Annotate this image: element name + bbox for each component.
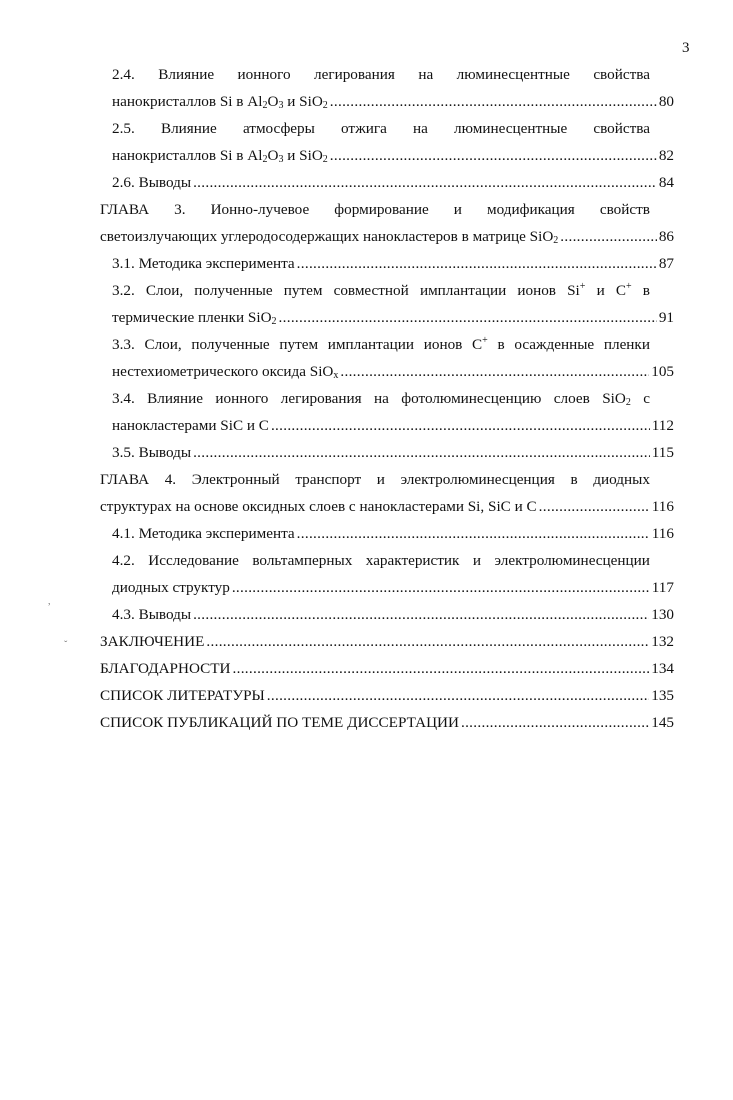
toc-chapter-3-line2[interactable] bbox=[100, 226, 674, 248]
toc-chapter-4-line1[interactable] bbox=[100, 469, 650, 491]
toc-word: диодных bbox=[593, 471, 650, 488]
toc-word: Ионно-лучевое bbox=[210, 201, 310, 218]
toc-page-number: 130 bbox=[651, 606, 674, 623]
toc-2-6[interactable] bbox=[112, 172, 674, 194]
toc-title-text: 4.1. Методика эксперимента bbox=[112, 525, 295, 542]
toc-4-3[interactable] bbox=[112, 604, 674, 626]
toc-page-number: 87 bbox=[658, 255, 674, 272]
toc-page-number: 91 bbox=[658, 309, 674, 326]
dot-leader bbox=[267, 685, 649, 707]
toc-word: люминесцентные bbox=[456, 66, 570, 83]
dot-leader bbox=[330, 145, 657, 167]
toc-3-3-line2[interactable] bbox=[112, 361, 674, 383]
toc-word: Исследование bbox=[148, 552, 239, 569]
toc-word: ионного bbox=[215, 390, 269, 407]
toc-3-3-line1[interactable] bbox=[112, 334, 650, 356]
dot-leader bbox=[193, 442, 650, 464]
toc-3-2-line1[interactable] bbox=[112, 280, 650, 302]
dot-leader bbox=[539, 496, 650, 518]
toc-word: C+ bbox=[472, 335, 488, 353]
dot-leader bbox=[193, 604, 649, 626]
toc-word: имплантации bbox=[419, 282, 507, 299]
toc-word: Влияние bbox=[158, 66, 215, 83]
toc-word: отжига bbox=[341, 120, 387, 137]
toc-title-text: структурах на основе оксидных слоев с нанокластерами Si, SiC и C bbox=[100, 498, 537, 515]
toc-word: на bbox=[374, 390, 389, 407]
toc-word: 4. bbox=[164, 471, 177, 488]
toc-word: Слои, bbox=[144, 336, 182, 353]
toc-title-text: термические пленки SiO$_2$ bbox=[112, 309, 277, 327]
toc-word: электролюминесценции bbox=[494, 552, 650, 569]
toc-page-number: 117 bbox=[651, 579, 674, 596]
toc-word: имплантации bbox=[327, 336, 415, 353]
toc-word: путем bbox=[279, 336, 319, 353]
toc-title-text: БЛАГОДАРНОСТИ bbox=[100, 660, 231, 677]
toc-page-number: 105 bbox=[651, 363, 674, 380]
toc-3-1[interactable] bbox=[112, 253, 674, 275]
toc-word: SiO$_2$ bbox=[602, 390, 631, 408]
toc-word: люминесцентные bbox=[454, 120, 568, 137]
toc-title-text: 3.1. Методика эксперимента bbox=[112, 255, 295, 272]
toc-word: Слои, bbox=[145, 282, 184, 299]
toc-2-5-line1[interactable] bbox=[112, 118, 650, 140]
toc-chapter-4-line2[interactable] bbox=[100, 496, 674, 518]
dot-leader bbox=[279, 307, 657, 329]
toc-word: 3.4. bbox=[112, 390, 135, 407]
toc-word: на bbox=[412, 120, 428, 137]
toc-word: C+ bbox=[615, 281, 632, 299]
toc-word: электролюминесценция bbox=[400, 471, 555, 488]
toc-word: ионов bbox=[423, 336, 463, 353]
toc-page-number: 115 bbox=[651, 444, 674, 461]
toc-2-4-line2[interactable] bbox=[112, 91, 674, 113]
toc-page-number: 82 bbox=[658, 147, 674, 164]
toc-3-2-line2[interactable] bbox=[112, 307, 674, 329]
toc-title-text: нанокристаллов Si в $Al_2O_3$ и SiO$_2$ bbox=[112, 93, 328, 111]
toc-word: фотолюминесценцию bbox=[401, 390, 542, 407]
toc-word: и bbox=[472, 552, 482, 569]
toc-title-text: 3.5. Выводы bbox=[112, 444, 192, 461]
scan-speck: , bbox=[48, 596, 51, 607]
toc-3-5[interactable] bbox=[112, 442, 674, 464]
toc-word: 3. bbox=[174, 201, 186, 218]
toc-word: в bbox=[497, 336, 505, 353]
toc-page-number: 84 bbox=[658, 174, 674, 191]
toc-word: Влияние bbox=[147, 390, 203, 407]
toc-word: формирование bbox=[334, 201, 429, 218]
toc-references[interactable] bbox=[100, 685, 674, 707]
dot-leader bbox=[297, 253, 657, 275]
toc-page-number: 116 bbox=[651, 498, 674, 515]
toc-word: Электронный bbox=[191, 471, 280, 488]
toc-word: модификация bbox=[487, 201, 575, 218]
toc-title-text: светоизлучающих углеродосодержащих нанокластеров в матрице SiO$_2$ bbox=[100, 228, 559, 246]
toc-word: Влияние bbox=[160, 120, 217, 137]
toc-word: 4.2. bbox=[112, 552, 135, 569]
dot-leader bbox=[297, 523, 650, 545]
toc-word: на bbox=[418, 66, 434, 83]
dot-leader bbox=[193, 172, 657, 194]
toc-word: 3.2. bbox=[112, 282, 135, 299]
toc-word: свойств bbox=[599, 201, 650, 218]
dot-leader bbox=[330, 91, 657, 113]
toc-word: легирования bbox=[314, 66, 395, 83]
toc-3-4-line1[interactable] bbox=[112, 388, 650, 410]
toc-title-text: нанокристаллов Si в $Al_2O_3$ и SiO$_2$ bbox=[112, 147, 328, 165]
toc-conclusion[interactable] bbox=[100, 631, 674, 653]
toc-page-number: 145 bbox=[651, 714, 674, 731]
toc-page-number: 80 bbox=[658, 93, 674, 110]
toc-title-text: нестехиометрического оксида SiO$_x$ bbox=[112, 363, 339, 381]
toc-word: пленки bbox=[603, 336, 650, 353]
toc-word: полученные bbox=[194, 282, 273, 299]
toc-word: легирования bbox=[280, 390, 362, 407]
toc-word: 2.4. bbox=[112, 66, 135, 83]
toc-page-number: 135 bbox=[651, 687, 674, 704]
toc-word: с bbox=[643, 390, 650, 407]
toc-page-number: 116 bbox=[651, 525, 674, 542]
toc-word: полученные bbox=[191, 336, 270, 353]
toc-publications[interactable] bbox=[100, 712, 674, 734]
scan-speck: ˇ bbox=[64, 640, 68, 651]
toc-title-text: 2.6. Выводы bbox=[112, 174, 192, 191]
toc-title-text: нанокластерами SiC и C bbox=[112, 417, 269, 434]
toc-title-text: СПИСОК ЛИТЕРАТУРЫ bbox=[100, 687, 265, 704]
toc-word: в bbox=[642, 282, 650, 299]
toc-word: ионного bbox=[237, 66, 291, 83]
dot-leader bbox=[340, 361, 649, 383]
toc-title-text: СПИСОК ПУБЛИКАЦИЙ ПО ТЕМЕ ДИССЕРТАЦИИ bbox=[100, 714, 459, 731]
dot-leader bbox=[461, 712, 649, 734]
toc-page-number: 134 bbox=[651, 660, 674, 677]
toc-word: совместной bbox=[333, 282, 409, 299]
toc-word: транспорт bbox=[295, 471, 362, 488]
dot-leader bbox=[271, 415, 650, 437]
toc-word: и bbox=[596, 282, 605, 299]
toc-chapter-3-line1[interactable] bbox=[100, 199, 650, 221]
toc-page-number: 132 bbox=[651, 633, 674, 650]
toc-word: и bbox=[453, 201, 462, 218]
toc-page-number: 86 bbox=[658, 228, 674, 245]
toc-word: свойства bbox=[593, 120, 650, 137]
toc-word: осажденные bbox=[514, 336, 595, 353]
toc-page-number: 112 bbox=[651, 417, 674, 434]
toc-word: 3.3. bbox=[112, 336, 135, 353]
dot-leader bbox=[560, 226, 657, 248]
toc-word: и bbox=[376, 471, 385, 488]
toc-2-5-line2[interactable] bbox=[112, 145, 674, 167]
toc-title-text: ЗАКЛЮЧЕНИЕ bbox=[100, 633, 205, 650]
toc-4-2-line1[interactable] bbox=[112, 550, 650, 572]
toc-word: характеристик bbox=[365, 552, 460, 569]
toc-word: путем bbox=[283, 282, 323, 299]
toc-4-1[interactable] bbox=[112, 523, 674, 545]
toc-word: слоев bbox=[553, 390, 590, 407]
toc-3-4-line2[interactable] bbox=[112, 415, 674, 437]
toc-word: атмосферы bbox=[242, 120, 315, 137]
toc-word: ГЛАВА bbox=[100, 201, 150, 218]
dot-leader bbox=[206, 631, 649, 653]
toc-word: 2.5. bbox=[112, 120, 135, 137]
dot-leader bbox=[232, 577, 650, 599]
toc-word: ГЛАВА bbox=[100, 471, 150, 488]
toc-acknowledgements[interactable] bbox=[100, 658, 674, 680]
toc-title-text: 4.3. Выводы bbox=[112, 606, 192, 623]
toc-2-4-line1[interactable] bbox=[112, 64, 650, 86]
toc-word: ионов bbox=[517, 282, 556, 299]
toc-word: вольтамперных bbox=[252, 552, 353, 569]
dot-leader bbox=[233, 658, 650, 680]
toc-word: свойства bbox=[593, 66, 650, 83]
toc-4-2-line2[interactable] bbox=[112, 577, 674, 599]
toc-word: Si+ bbox=[567, 281, 586, 299]
toc-title-text: диодных структур bbox=[112, 579, 230, 596]
page-number: 3 bbox=[682, 40, 690, 56]
toc-word: в bbox=[570, 471, 578, 488]
